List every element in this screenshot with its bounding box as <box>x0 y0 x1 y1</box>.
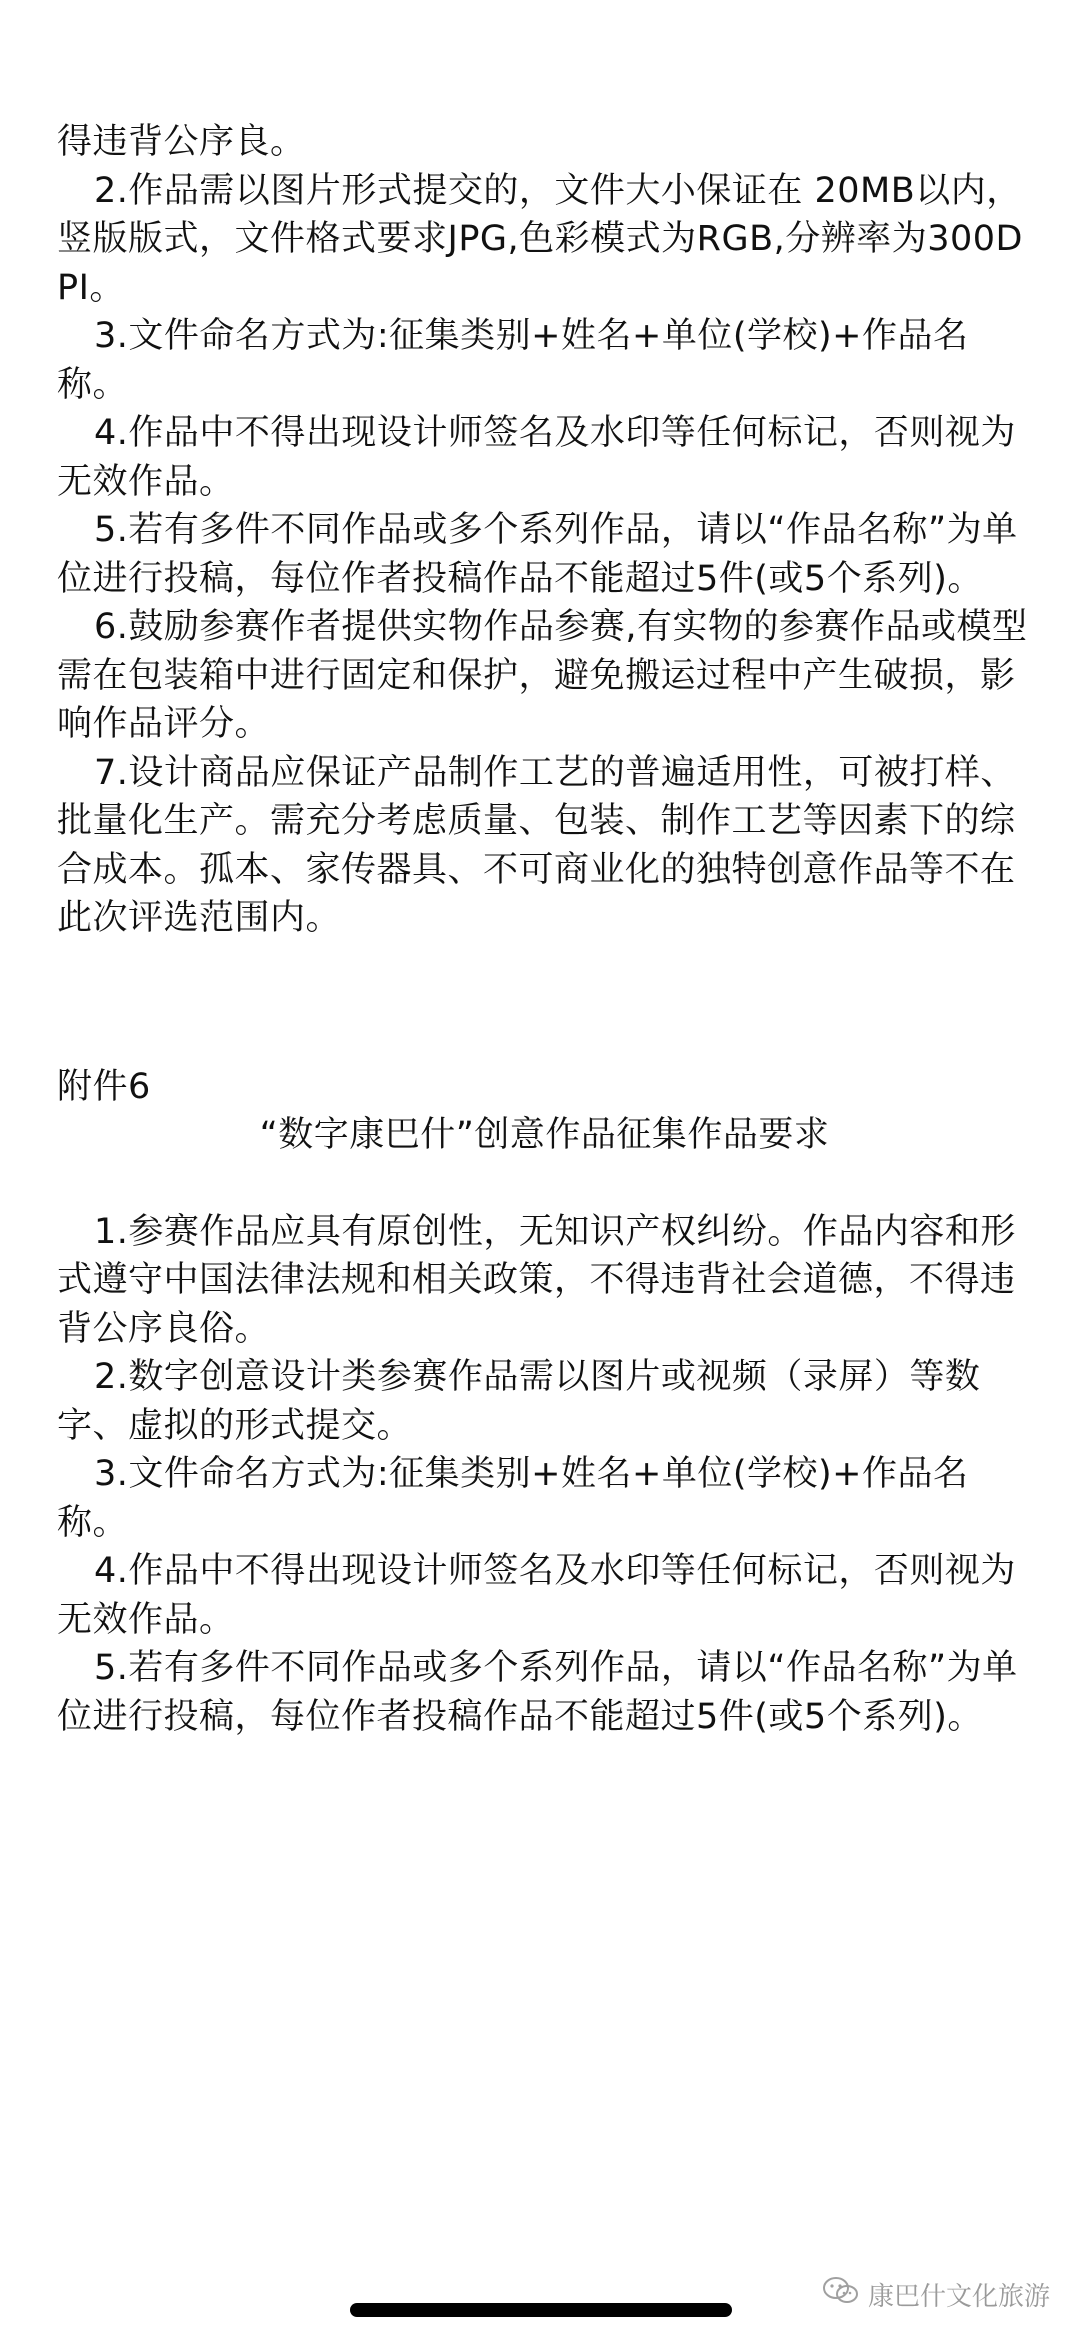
attachment-item-4: 4.作品中不得出现设计师签名及水印等任何标记，否则视为无效作品。 <box>57 1551 1016 1640</box>
document-content <box>57 118 1032 1741</box>
attachment-label: 附件6 <box>57 1066 151 1107</box>
prev-line-0: 得违背公序良。 <box>57 122 306 162</box>
prev-item-2: 2.作品需以图片形式提交的，文件大小保证在 20MB以内，竖版版式，文件格式要求JPG,色彩模式为RGB,分辨率为300DPI。 <box>57 170 1024 308</box>
prev-item-6: 6.鼓励参赛作者提供实物作品参赛,有实物的参赛作品或模型需在包装箱中进行固定和保护，避免搬运过程中产生破损，影响作品评分。 <box>57 607 1028 744</box>
prev-item-4: 4.作品中不得出现设计师签名及水印等任何标记，否则视为无效作品。 <box>57 413 1016 502</box>
attachment-title: “数字康巴什”创意作品征集作品要求 <box>259 1115 830 1155</box>
attachment-item-1: 1.参赛作品应具有原创性，无知识产权纠纷。作品内容和形式遵守中国法律法规和相关政策，不得违背社会道德，不得违背公序良俗。 <box>57 1211 1016 1349</box>
home-indicator[interactable] <box>350 2303 732 2317</box>
wechat-watermark <box>822 2275 1050 2314</box>
prev-item-3: 3.文件命名方式为:征集类别+姓名+单位(学校)+作品名称。 <box>57 316 969 405</box>
attachment-item-5: 5.若有多件不同作品或多个系列作品，请以“作品名称”为单位进行投稿，每位作者投稿作品不能超过5件(或5个系列)。 <box>57 1648 1018 1737</box>
attachment-item-2: 2.数字创意设计类参赛作品需以图片或视频（录屏）等数字、虚拟的形式提交。 <box>57 1357 981 1446</box>
section-spacer <box>57 943 1032 1063</box>
prev-item-5: 5.若有多件不同作品或多个系列作品，请以“作品名称”为单位进行投稿，每位作者投稿作品不能超过5件(或5个系列)。 <box>57 510 1018 599</box>
attachment-item-3: 3.文件命名方式为:征集类别+姓名+单位(学校)+作品名称。 <box>57 1454 969 1543</box>
prev-item-7: 7.设计商品应保证产品制作工艺的普遍适用性，可被打样、批量化生产。需充分考虑质量、包装、制作工艺等因素下的综合成本。孤本、家传器具、不可商业化的独特创意作品等不在此次评选范围内。 <box>57 752 1016 938</box>
wechat-icon <box>822 2275 860 2314</box>
watermark-text: 康巴什文化旅游 <box>867 2282 1050 2312</box>
